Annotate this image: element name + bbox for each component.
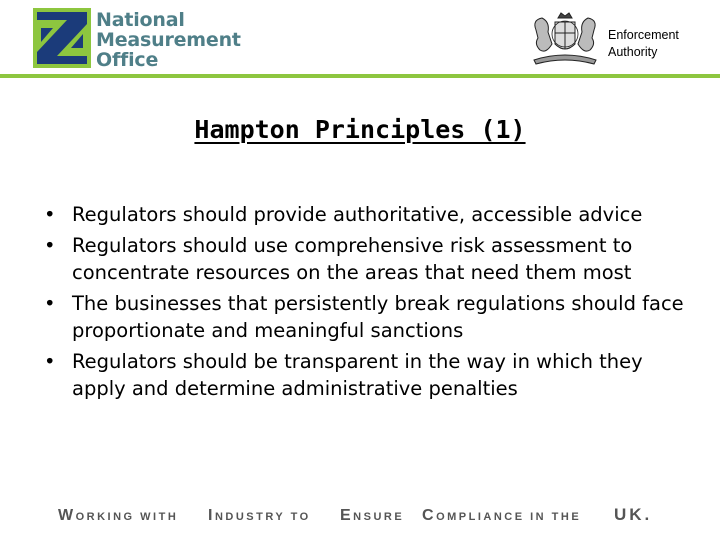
bullet-text: Regulators should be transparent in the way in which they apply and determine administrative penalties — [72, 350, 643, 400]
footer-segment-industry: INDUSTRY TO — [208, 507, 311, 524]
logo-wordmark — [96, 10, 241, 70]
royal-crest-icon — [528, 10, 602, 68]
footer-segment-working: WORKING WITH — [58, 507, 179, 524]
bullet-icon: • — [44, 203, 56, 226]
nmo-logo — [33, 8, 241, 72]
logo-line-1: National — [96, 9, 185, 31]
header-divider — [0, 74, 720, 78]
list-item — [44, 232, 694, 286]
footer-tagline — [58, 507, 678, 529]
bullet-text: The businesses that persistently break regulations should face proportionate and meaningful sanctions — [72, 292, 684, 342]
enforcement-authority-label — [608, 27, 679, 61]
bullet-list — [44, 201, 694, 406]
bullet-text: Regulators should provide authoritative, accessible advice — [72, 203, 643, 226]
slide-title: Hampton Principles (1) — [194, 115, 526, 144]
logo-line-3: Office — [96, 49, 159, 71]
list-item — [44, 348, 694, 402]
logo-line-2: Measurement — [96, 29, 241, 51]
authority-line-1: Enforcement — [608, 28, 679, 42]
list-item — [44, 290, 694, 344]
bullet-text: Regulators should use comprehensive risk assessment to concentrate resources on the areas that need them most — [72, 234, 633, 284]
bullet-icon: • — [44, 292, 56, 315]
nmo-logo-mark-icon — [33, 8, 91, 68]
authority-line-2: Authority — [608, 45, 658, 59]
footer-segment-compliance: COMPLIANCE IN THE — [422, 507, 582, 524]
bullet-icon: • — [44, 350, 56, 373]
bullet-icon: • — [44, 234, 56, 257]
footer-segment-uk: UK. — [614, 505, 653, 524]
list-item — [44, 201, 694, 228]
footer-segment-ensure: ENSURE — [340, 507, 405, 524]
